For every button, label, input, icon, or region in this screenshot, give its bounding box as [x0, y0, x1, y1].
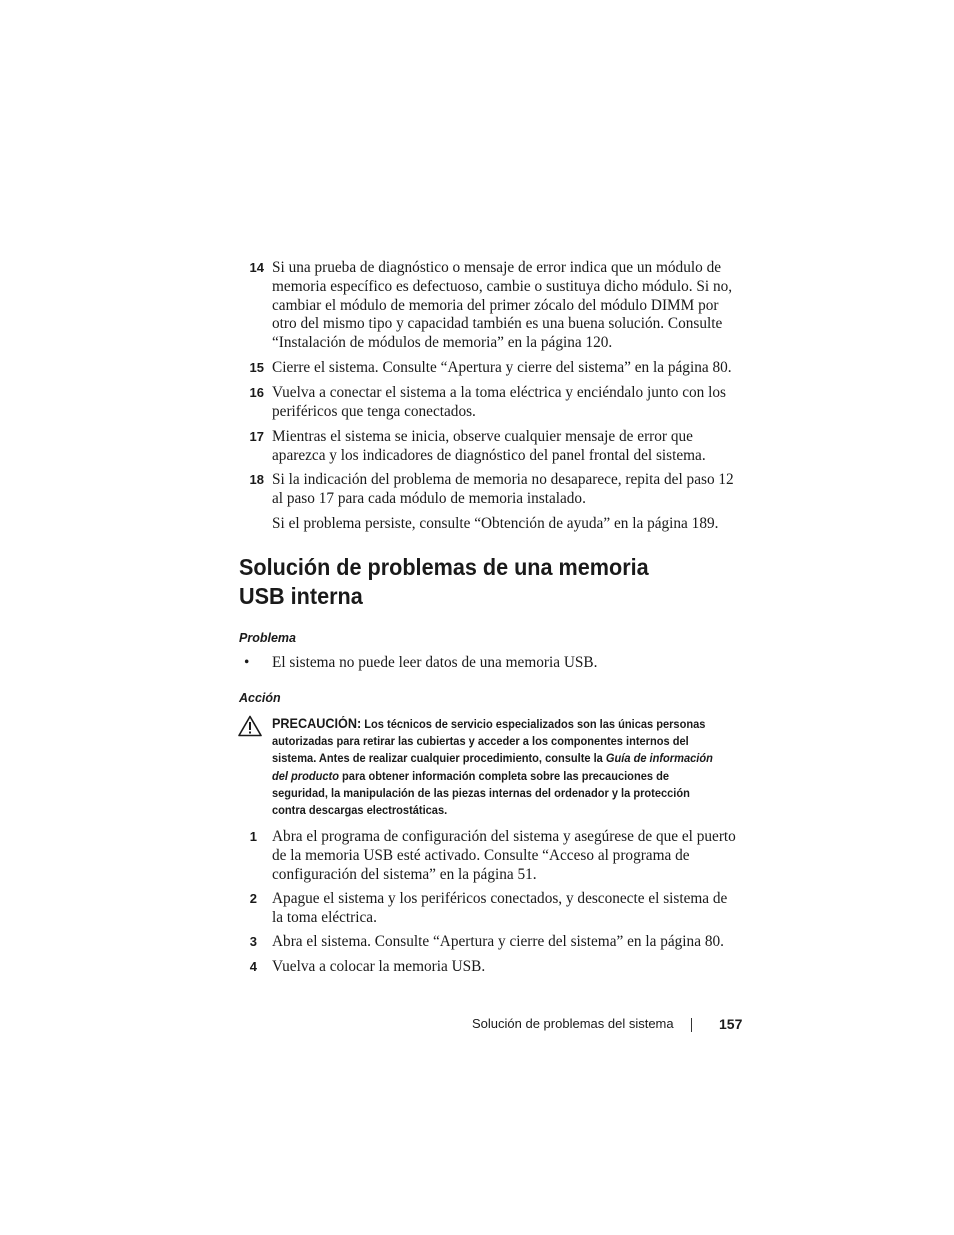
step-text: Si la indicación del problema de memoria no desaparece, repita del paso 12 al paso 17 para cada módulo de memoria instalado. — [272, 471, 734, 507]
step-number: 2 — [249, 891, 257, 906]
footer-divider — [691, 1018, 692, 1032]
warning-triangle-icon — [238, 715, 262, 737]
action-label: Acción — [239, 691, 281, 705]
step-text: Vuelva a conectar el sistema a la toma eléctrica y enciéndalo junto con los periféricos que tenga conectados. — [272, 384, 726, 420]
step-3 — [240, 933, 740, 952]
heading-line-1: Solución de problemas de una memoria — [239, 554, 649, 580]
step-text: Si una prueba de diagnóstico o mensaje de error indica que un módulo de memoria específico es defectuoso, cambie o sustituya dicho módulo. Si no, cambiar el módulo de memoria del primer zócalo del módulo DIMM por otro del mismo tipo y capacidad también es una buena solución. Consulte “Instalación de módulos de memoria” en la página 120. — [272, 259, 733, 352]
problem-list-item — [240, 654, 740, 673]
step-text: Vuelva a colocar la memoria USB. — [272, 958, 486, 975]
bullet-icon: • — [244, 654, 250, 671]
step-14 — [240, 259, 740, 353]
product-guide-reference: Guía de información del producto — [272, 751, 713, 783]
caution-text-before: Los técnicos de servicio especializados son las únicas personas autorizadas para retirar las cubiertas y acceder a los componentes internos del sistema. Antes de realizar cualquier procedimiento, consulte la — [272, 717, 706, 766]
step-2 — [240, 890, 740, 928]
step-number: 1 — [249, 829, 257, 844]
step-text: Apague el sistema y los periféricos conectados, y desconecte el sistema de la toma eléctrica. — [272, 890, 728, 926]
page-number: 157 — [719, 1016, 743, 1032]
step-number: 3 — [249, 934, 257, 949]
problem-text: El sistema no puede leer datos de una memoria USB. — [272, 654, 598, 671]
step-number: 14 — [249, 260, 264, 275]
step-text: Mientras el sistema se inicia, observe cualquier mensaje de error que aparezca y los indicadores de diagnóstico del panel frontal del sistema. — [272, 428, 706, 464]
step-18 — [240, 471, 740, 509]
step-number: 16 — [249, 385, 264, 400]
problem-label: Problema — [239, 631, 296, 645]
step-18-followup — [240, 515, 740, 534]
step-number: 15 — [249, 360, 264, 375]
step-text: Abra el sistema. Consulte “Apertura y cierre del sistema” en la página 80. — [272, 933, 724, 950]
caution-label: PRECAUCIÓN: — [272, 716, 362, 731]
step-17 — [240, 428, 740, 466]
followup-text: Si el problema persiste, consulte “Obtención de ayuda” en la página 189. — [272, 515, 719, 532]
step-text: Cierre el sistema. Consulte “Apertura y cierre del sistema” en la página 80. — [272, 359, 732, 376]
step-number: 18 — [249, 472, 264, 487]
step-15 — [240, 359, 740, 378]
caution-notice — [272, 715, 718, 819]
step-number: 17 — [249, 429, 264, 444]
step-number: 4 — [249, 959, 257, 974]
section-heading — [239, 553, 717, 610]
step-text: Abra el programa de configuración del sistema y asegúrese de que el puerto de la memoria USB esté activado. Consulte “Acceso al programa de configuración del sistema” en la página 51. — [272, 828, 736, 883]
step-16 — [240, 384, 740, 422]
footer-chapter-title: Solución de problemas del sistema — [472, 1016, 674, 1031]
step-1 — [240, 828, 740, 884]
caution-text-after: para obtener información completa sobre las precauciones de seguridad, la manipulación de las piezas internas del ordenador y la protección contra descargas electrostáticas. — [272, 768, 690, 818]
heading-line-2: USB interna — [239, 582, 363, 609]
step-4 — [240, 958, 740, 977]
